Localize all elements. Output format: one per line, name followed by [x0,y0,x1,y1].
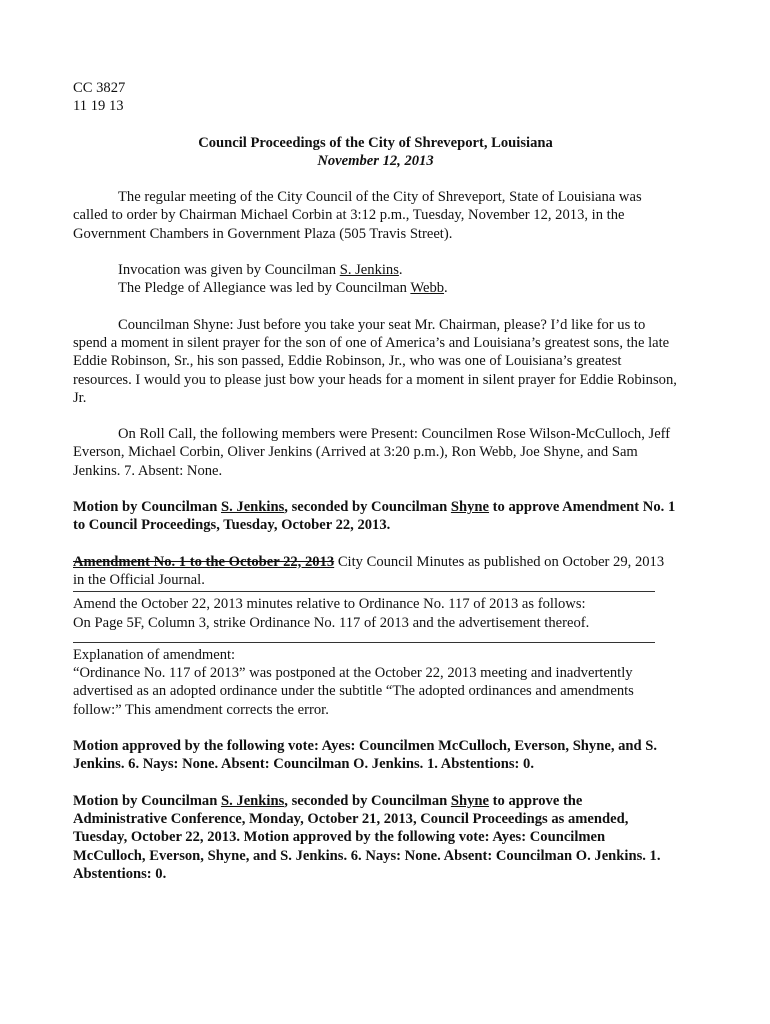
amendment-divider-1 [73,591,655,592]
motion-2-text-b: , seconded by Councilman [284,792,451,809]
intro-paragraph: The regular meeting of the City Council of the City of Shreveport, State of Louisiana was called to order by Chairman Michael Corbin at 3:12 p.m., Tuesday, November 12, 2013, in the Government Chambers in Government Plaza (505 Travis Street). [73,189,642,242]
roll-call-paragraph: On Roll Call, the following members were Present: Councilmen Rose Wilson-McCulloch, Jeff Everson, Michael Corbin, Oliver Jenkins (Arrived at 3:20 p.m.), Ron Webb, Joe Shyne, and Sam Jenkins. 7. Absent: None. [73,426,671,479]
pledge-name: Webb [410,280,445,297]
pledge-line [118,279,678,297]
title-line-1: Council Proceedings of the City of Shreveport, Louisiana [198,134,553,151]
vote-1-paragraph: Motion approved by the following vote: Ayes: Councilmen McCulloch, Everson, Shyne, and S. Jenkins. 6. Nays: None. Absent: Councilman O. Jenkins. 1. Abstentions: 0. [73,738,658,773]
amendment-heading-paragraph [73,553,678,590]
amendment-line-1: Amend the October 22, 2013 minutes relative to Ordinance No. 117 of 2013 as follows: [73,596,586,613]
invocation-name: S. Jenkins [339,262,399,279]
motion-1-paragraph [73,498,678,535]
document-body [73,79,678,883]
motion-2-mover: S. Jenkins [220,792,285,809]
amendment-divider-2 [73,642,655,643]
explanation-text: “Ordinance No. 117 of 2013” was postponed at the October 22, 2013 meeting and inadvertently advertised as an adopted ordinance under the subtitle “The adopted ordinances and amendments follow:” This amendment corrects the error. [73,665,634,718]
document-date: 11 19 13 [73,98,124,115]
amendment-heading-rest: City Council Minutes as published on October 29, 2013 in the Official Journal. [73,553,665,588]
motion-1-text-c: to approve Amendment No. 1 to Council Proceedings, Tuesday, October 22, 2013. [73,499,676,534]
amendment-heading: Amendment No. 1 to the October 22, 2013 [73,553,335,570]
document-id: CC 3827 [73,80,126,96]
shyne-remarks-paragraph: Councilman Shyne: Just before you take your seat Mr. Chairman, please? I’d like for us to spend a moment in silent prayer for the son of one of America’s and Louisiana’s greatest sons, the late Eddie Robinson, Sr., his son passed, Eddie Robinson, Jr., who was one of Louisiana’s greatest resources. I would you to please just bow your heads for a moment in silent prayer for Eddie Robinson, Jr. [73,316,677,406]
amendment-line-2: On Page 5F, Column 3, strike Ordinance No. 117 of 2013 and the advertisement thereof. [73,614,590,631]
pledge-prefix: The Pledge of Allegiance was led by Councilman [118,280,411,297]
motion-1-text-a: Motion by Councilman [73,499,221,516]
motion-2-text-a: Motion by Councilman [73,792,221,809]
invocation-block [73,261,678,298]
motion-2-seconder: Shyne [450,792,490,809]
motion-2-paragraph [73,792,678,883]
amendment-section [73,553,678,719]
motion-1-seconder: Shyne [450,499,490,516]
invocation-line [118,261,678,279]
document-header [73,79,678,116]
pledge-suffix: . [444,280,448,297]
document-title [73,134,678,171]
motion-1-mover: S. Jenkins [220,499,285,516]
invocation-suffix: . [398,262,403,279]
title-date: November 12, 2013 [317,152,434,169]
motion-1-text-b: , seconded by Councilman [284,499,451,516]
invocation-prefix: Invocation was given by Councilman [118,262,340,279]
motion-2-text-c: to approve the Administrative Conference, Monday, October 21, 2013, Council Proceedings as amended, Tuesday, October 22, 2013. Motion approved by the following vote: Ayes: Councilmen McCulloch, Everson, Shyne, and S. Jenkins. 6. Nays: None. Absent: Councilman O. Jenkins. 1. Abstentions: 0. [73,792,661,882]
explanation-label: Explanation of amendment: [73,646,236,663]
